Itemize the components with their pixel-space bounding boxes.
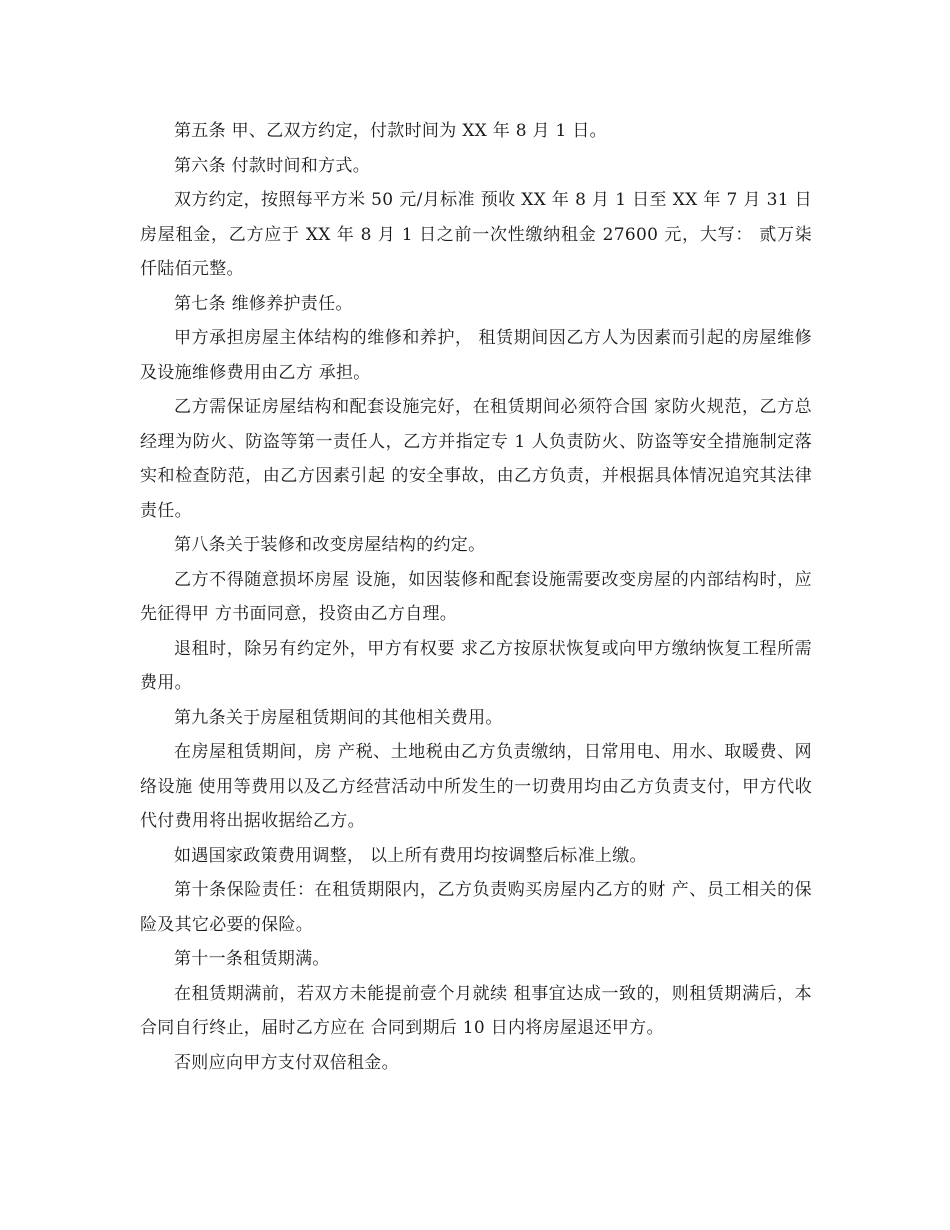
- paragraph-article-10-insurance: 第十条保险责任：在租赁期限内，乙方负责购买房屋内乙方的财 产、员工相关的保险及其它必要的保险。: [140, 880, 812, 935]
- paragraph-article-6-heading: 第六条 付款时间和方式。: [174, 155, 371, 176]
- paragraph-fire-safety: 乙方需保证房屋结构和配套设施完好，在租赁期间必须符合国 家防火规范，乙方总经理为防火、防盗等第一责任人，乙方并指定专 1 人负责防火、防盗等安全措施制定落实和检查防范，由乙方因素引起 的安全事故，由乙方负责，并根据具体情况追究其法律责任。: [140, 397, 812, 521]
- paragraph-payment-terms: 双方约定，按照每平方米 50 元/月标准 预收 XX 年 8 月 1 日至 XX 年 7 月 31 日房屋租金，乙方应于 XX 年 8 月 1 日之前一次性缴纳租金 27600 元，大写： 贰万柒仟陆佰元整。: [140, 190, 812, 279]
- paragraph-article-11-heading: 第十一条租赁期满。: [174, 949, 330, 969]
- paragraph-lease-expiry: 在租赁期满前，若双方未能提前壹个月就续 租事宜达成一致的，则租赁期满后，本合同自行终止，届时乙方应在 合同到期后 10 日内将房屋退还甲方。: [140, 983, 812, 1038]
- document-body: [140, 114, 812, 1080]
- paragraph-move-out: 退租时，除另有约定外，甲方有权要 求乙方按原状恢复或向甲方缴纳恢复工程所需费用。: [140, 638, 812, 693]
- paragraph-policy-adjustment: 如遇国家政策费用调整， 以上所有费用均按调整后标准上缴。: [174, 845, 647, 866]
- paragraph-article-9-heading: 第九条关于房屋租赁期间的其他相关费用。: [174, 707, 503, 728]
- paragraph-double-rent: 否则应向甲方支付双倍租金。: [174, 1052, 399, 1073]
- paragraph-article-7-heading: 第七条 维修养护责任。: [174, 293, 353, 314]
- paragraph-article-5: 第五条 甲、乙双方约定，付款时间为 XX 年 8 月 1 日。: [174, 121, 607, 141]
- paragraph-renovation: 乙方不得随意损坏房屋 设施，如因装修和配套设施需要改变房屋的内部结构时，应先征得甲 方书面同意，投资由乙方自理。: [140, 569, 812, 624]
- paragraph-article-8-heading: 第八条关于装修和改变房屋结构的约定。: [174, 535, 486, 555]
- paragraph-maintenance-party-a: 甲方承担房屋主体结构的维修和养护， 租赁期间因乙方人为因素而引起的房屋维修及设施维修费用由乙方 承担。: [140, 328, 812, 383]
- paragraph-expenses: 在房屋租赁期间，房 产税、土地税由乙方负责缴纳，日常用电、用水、取暖费、网络设施 使用等费用以及乙方经营活动中所发生的一切费用均由乙方负责支付，甲方代收代付费用将出据收据给乙方。: [140, 742, 812, 831]
